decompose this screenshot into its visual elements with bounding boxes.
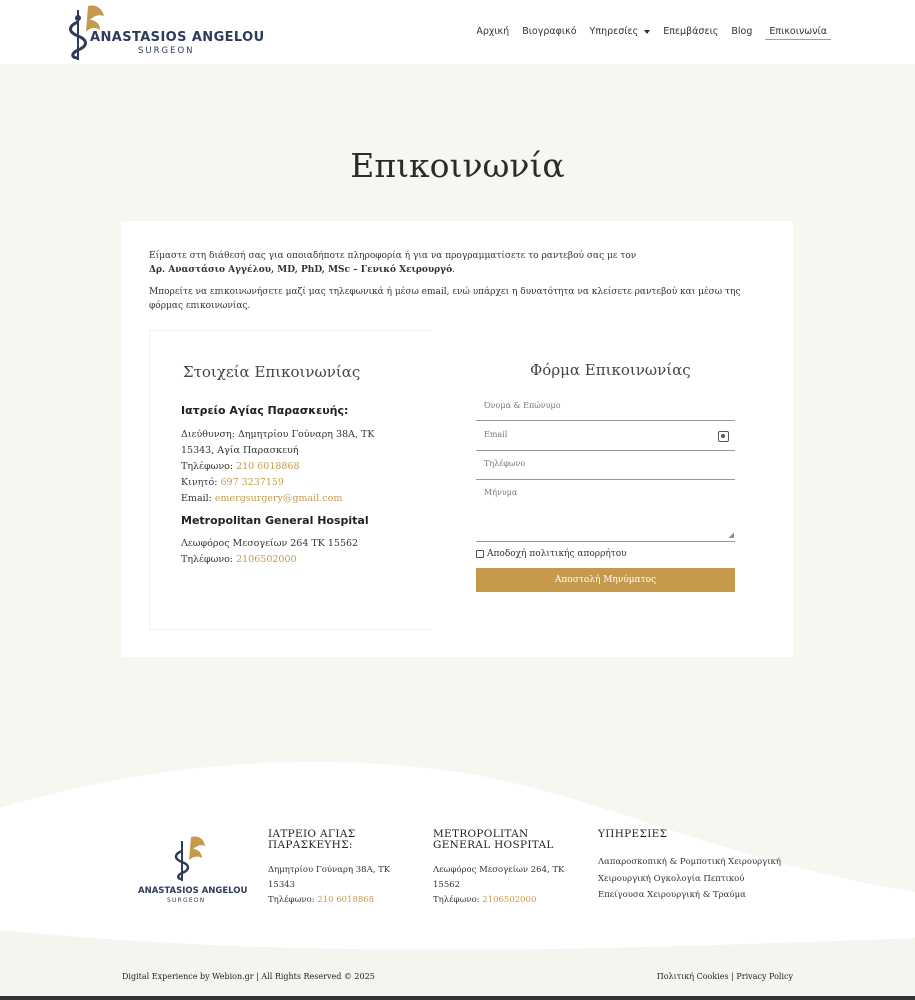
office-title: Ιατρείο Αγίας Παρασκευής: [181,404,349,417]
privacy-consent[interactable] [476,549,627,559]
footer-bottom-bar [0,962,915,1000]
office-details [181,427,374,507]
footer-hospital-phone-label: Τηλέφωνο: [433,895,483,905]
footer-hospital-title-1: METROPOLITAN [433,828,529,840]
nav-blog[interactable]: Blog [731,26,753,37]
email-field[interactable] [476,430,735,451]
footer-logo[interactable] [138,833,248,908]
copyright-text: Digital Experience by Webion.gr | All Rights Reserved © 2025 [122,972,375,981]
footer-office-phone-label: Τηλέφωνο: [268,895,318,905]
phone-placeholder: Τηλέφωνο [484,459,526,468]
office-address-cont: 15343, Αγία Παρασκευή [181,445,299,456]
legal-links [657,972,793,981]
office-phone-label: Τηλέφωνο: [181,461,237,472]
consent-label: Αποδοχή πολιτικής απορρήτου [487,549,627,559]
message-placeholder: Μήνυμα [484,488,518,497]
intro-line-1: Είμαστε στη διάθεσή σας για οποιαδήποτε πληροφορία ή για να προγραμματίσετε το ραντεβού σας με τον [149,251,637,261]
footer-hospital-details [433,863,564,908]
hospital-details [181,536,358,568]
footer-office-details [268,863,390,908]
footer-hospital-title-2: GENERAL HOSPITAL [433,839,554,851]
hospital-phone-link[interactable]: 2106502000 [236,554,297,565]
footer-hospital-address: Λεωφόρος Μεσογείων 264, ΤΚ [433,865,565,875]
footer-services-column [598,829,781,904]
footer-services-title: ΥΠΗΡΕΣΙΕΣ [598,828,668,840]
footer-logo-subtitle: SURGEON [167,897,206,904]
contact-info-title: Στοιχεία Επικοινωνίας [183,363,361,381]
hospital-phone-label: Τηλέφωνο: [181,554,237,565]
privacy-policy-link[interactable]: Privacy Policy [736,972,793,981]
hospital-phone-row [181,552,358,568]
nav-procedures[interactable]: Επεμβάσεις [663,26,719,37]
footer-office-phone-row [268,893,390,908]
office-mobile-link[interactable]: 697 3237159 [220,477,284,488]
office-mobile-row [181,475,374,491]
intro-line-1-end: . [452,265,455,275]
office-email-link[interactable]: emergsurgery@gmail.com [214,493,343,504]
intro-paragraph-1 [149,249,749,277]
footer-office-address: Δημητρίου Γούναρη 38Α, ΤΚ [268,865,391,875]
contact-info-box [149,330,432,630]
footer-hospital-phone-row [433,893,564,908]
footer-service-link[interactable]: Λαπαροσκοπική & Ρομποτική Χειρουργική [598,857,781,867]
office-phone-link[interactable]: 210 6018868 [236,461,300,472]
footer-service-link[interactable]: Χειρουργική Ογκολογία Πεπτικού [598,873,745,884]
resize-handle-icon[interactable]: ◢ [728,531,734,539]
page-bottom-border [0,996,915,1000]
footer-hospital-phone-link[interactable]: 2106502000 [482,895,537,905]
nav-services-label: Υπηρεσίες [589,26,639,37]
nav-home[interactable]: Αρχική [476,26,510,37]
name-placeholder: Όνομα & Επώνυμο [484,401,561,410]
footer-service-link[interactable]: Επείγουσα Χειρουργική & Τραύμα [598,890,746,900]
footer-hospital-title [433,829,564,851]
site-header [0,0,915,64]
footer-office-column [268,829,390,908]
footer-office-phone-link[interactable]: 210 6018868 [317,895,375,905]
consent-checkbox[interactable] [476,550,484,558]
footer-office-title-2: ΠΑΡΑΣΚΕΥΗΣ: [268,839,353,851]
logo-subtitle: SURGEON [138,46,195,56]
name-field[interactable] [476,401,735,421]
footer-office-title-1: ΙΑΤΡΕΙΟ ΑΓΙΑΣ [268,828,356,840]
chevron-down-icon [644,30,650,34]
hospital-address: Λεωφόρος Μεσογείων 264 ΤΚ 15562 [181,538,359,549]
office-phone-row [181,459,374,475]
logo-text: ANASTASIOS ANGELOU [90,30,265,45]
phone-field[interactable] [476,459,735,480]
footer-logo-text: ANASTASIOS ANGELOU [138,886,248,896]
legal-separator: | [728,972,737,981]
nav-contact[interactable]: Επικοινωνία [765,26,831,40]
cookies-policy-link[interactable]: Πολιτική Cookies [656,972,729,981]
nav-biography[interactable]: Βιογραφικό [522,26,577,37]
doctor-name: Δρ. Αναστάσιο Αγγέλου, MD, PhD, MSc – Γενικό Χειρουργό [149,265,453,275]
intro-paragraph-2: Μπορείτε να επικοινωνήσετε μαζί μας τηλεφωνικά ή μέσω email, ενώ υπάρχει η δυνατότητα να κλείσετε ραντεβού και μέσω της φόρμας επικοινωνίας. [149,287,741,311]
caduceus-icon [171,833,211,883]
page-title: Επικοινωνία [350,146,565,185]
footer-office-title [268,829,390,851]
office-email-row [181,491,374,507]
footer-hospital-postcode: 15562 [433,880,461,890]
office-email-label: Email: [181,493,215,504]
footer-hospital-column [433,829,564,908]
main-nav [476,26,831,40]
office-address: Διεύθυνση: Δημητρίου Γούναρη 38Α, ΤΚ [181,429,375,440]
contact-card [121,221,793,657]
footer-services-list [598,854,781,904]
autofill-icon[interactable] [718,431,729,442]
office-mobile-label: Κινητό: [181,477,221,488]
message-textarea[interactable] [476,488,735,542]
submit-button[interactable]: Αποστολή Μηνύματος [476,568,735,592]
intro-text [149,249,749,321]
nav-services[interactable] [590,26,651,40]
hospital-title: Metropolitan General Hospital [181,514,369,527]
footer-office-postcode: 15343 [268,880,296,890]
site-logo[interactable] [66,2,265,62]
form-title: Φόρμα Επικοινωνίας [530,361,691,379]
email-placeholder: Email [484,430,508,439]
